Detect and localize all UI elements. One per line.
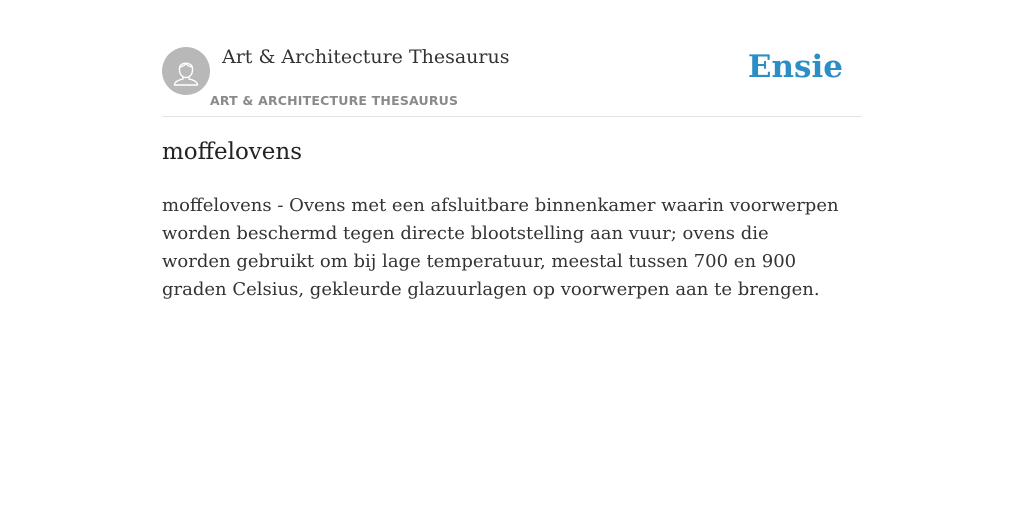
user-icon <box>162 47 210 95</box>
entry-title: moffelovens <box>162 139 303 165</box>
entry-header <box>162 40 862 117</box>
avatar[interactable] <box>162 47 210 95</box>
ensie-logo-link[interactable]: Ensie <box>747 49 843 85</box>
author-name[interactable]: Art & Architecture Thesaurus <box>222 46 510 68</box>
source-label[interactable]: ART & ARCHITECTURE THESAURUS <box>210 93 459 108</box>
entry-definition: moffelovens - Ovens met een afsluitbare binnenkamer waarin voorwerpen worden beschermd tegen directe blootstelling aan vuur; ovens die worden gebruikt om bij lage temperatuur, meestal tussen 700 en 900 graden Celsius, gekleurde glazuurlagen op voorwerpen aan te brengen. <box>162 195 839 300</box>
